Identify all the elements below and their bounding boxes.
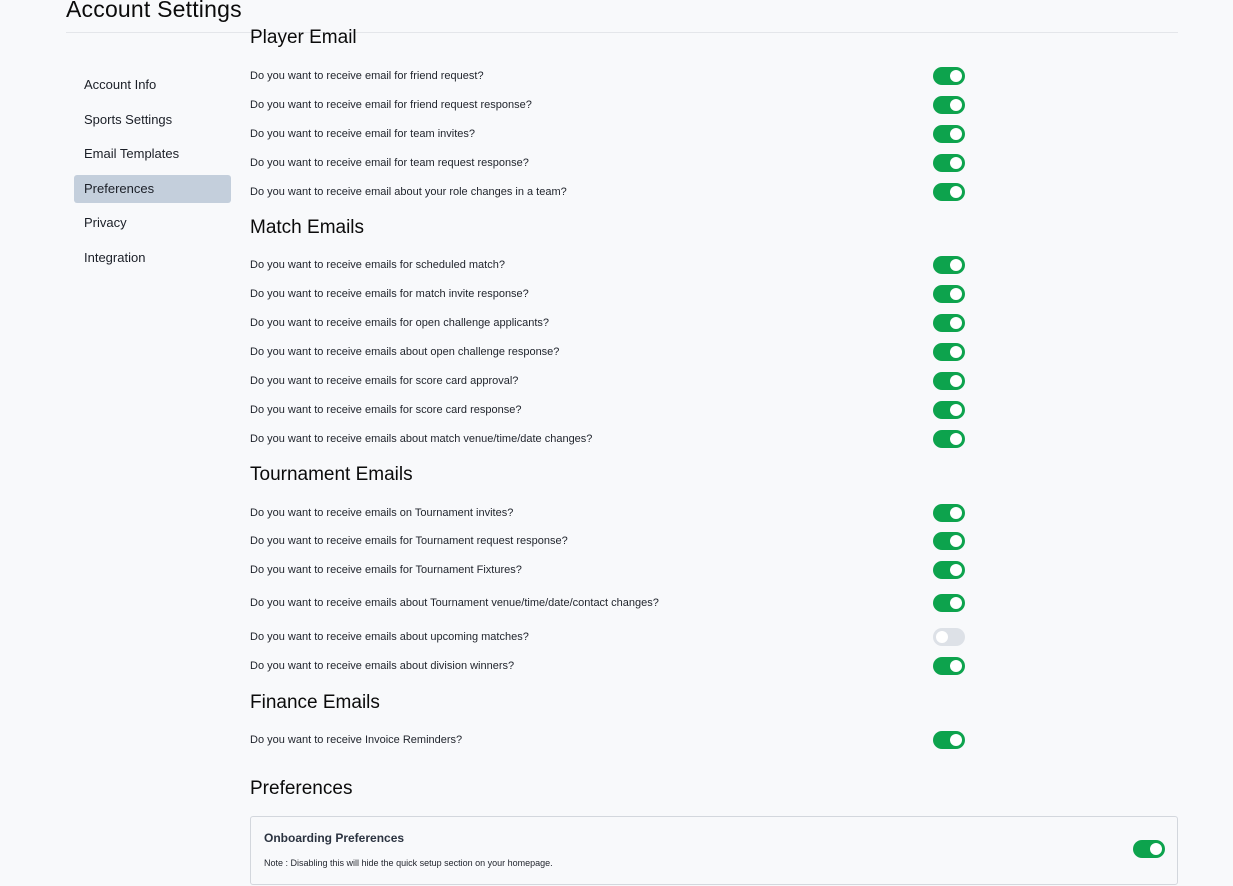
pref-label: Do you want to receive email for team request response? — [250, 156, 529, 169]
pref-row — [250, 498, 965, 527]
pref-row — [250, 337, 965, 366]
pref-toggle[interactable] — [933, 532, 965, 550]
onboarding-preferences-note: Note : Disabling this will hide the quick setup section on your homepage. — [264, 858, 553, 868]
pref-row — [250, 366, 965, 395]
pref-toggle[interactable] — [933, 154, 965, 172]
pref-label: Do you want to receive emails for score card response? — [250, 403, 522, 416]
pref-toggle[interactable] — [933, 657, 965, 675]
pref-toggle[interactable] — [933, 256, 965, 274]
toggle-knob — [950, 597, 962, 609]
pref-row — [250, 555, 965, 584]
pref-row — [250, 725, 965, 754]
toggle-knob — [950, 660, 962, 672]
toggle-knob — [950, 564, 962, 576]
pref-toggle[interactable] — [933, 504, 965, 522]
pref-row — [250, 424, 965, 453]
pref-row — [250, 250, 965, 279]
pref-label: Do you want to receive email for friend request response? — [250, 98, 532, 111]
pref-row — [250, 526, 965, 555]
pref-toggle[interactable] — [933, 401, 965, 419]
pref-toggle[interactable] — [933, 314, 965, 332]
toggle-knob — [950, 99, 962, 111]
pref-label: Do you want to receive emails for Tournament Fixtures? — [250, 563, 522, 576]
toggle-knob — [950, 259, 962, 271]
pref-row — [250, 90, 965, 119]
section-title-player-email: Player Email — [250, 27, 357, 48]
pref-row — [250, 395, 965, 424]
pref-label: Do you want to receive emails about open challenge response? — [250, 345, 560, 358]
onboarding-preferences-toggle[interactable] — [1133, 840, 1165, 858]
onboarding-preferences-title: Onboarding Preferences — [264, 831, 405, 845]
sidebar-item-integration[interactable]: Integration — [84, 249, 146, 265]
section-title-preferences: Preferences — [250, 778, 353, 799]
pref-toggle[interactable] — [933, 594, 965, 612]
pref-toggle[interactable] — [933, 183, 965, 201]
pref-row — [250, 622, 965, 651]
pref-label: Do you want to receive email about your role changes in a team? — [250, 185, 567, 198]
pref-label: Do you want to receive emails for score card approval? — [250, 374, 519, 387]
pref-toggle[interactable] — [933, 125, 965, 143]
pref-label: Do you want to receive emails for match invite response? — [250, 287, 529, 300]
pref-toggle[interactable] — [933, 430, 965, 448]
page-title: Account Settings — [66, 0, 242, 22]
title-divider — [66, 32, 1178, 33]
pref-label: Do you want to receive emails about Tournament venue/time/date/contact changes? — [250, 596, 659, 609]
onboarding-preferences-card — [250, 816, 1178, 885]
sidebar-item-preferences[interactable]: Preferences — [74, 175, 231, 203]
pref-label: Do you want to receive Invoice Reminders? — [250, 733, 463, 746]
pref-row — [250, 148, 965, 177]
pref-toggle[interactable] — [933, 67, 965, 85]
section-title-tournament-emails: Tournament Emails — [250, 464, 413, 485]
pref-label: Do you want to receive emails about division winners? — [250, 659, 515, 672]
pref-toggle[interactable] — [933, 96, 965, 114]
pref-toggle[interactable] — [933, 731, 965, 749]
pref-label: Do you want to receive emails for open challenge applicants? — [250, 316, 550, 329]
pref-toggle[interactable] — [933, 561, 965, 579]
pref-row — [250, 177, 965, 206]
pref-row — [250, 308, 965, 337]
pref-label: Do you want to receive emails on Tournament invites? — [250, 506, 514, 519]
toggle-knob — [950, 157, 962, 169]
toggle-knob — [936, 631, 948, 643]
pref-toggle[interactable] — [933, 628, 965, 646]
settings-sidebar — [74, 71, 231, 279]
pref-toggle[interactable] — [933, 372, 965, 390]
pref-label: Do you want to receive emails for Tournament request response? — [250, 534, 568, 547]
toggle-knob — [950, 375, 962, 387]
toggle-knob — [950, 734, 962, 746]
sidebar-item-privacy[interactable]: Privacy — [84, 215, 127, 231]
toggle-knob — [950, 535, 962, 547]
pref-row — [250, 588, 965, 617]
toggle-knob — [950, 507, 962, 519]
pref-row — [250, 279, 965, 308]
pref-label: Do you want to receive emails for scheduled match? — [250, 258, 505, 271]
section-title-match-emails: Match Emails — [250, 217, 365, 238]
pref-label: Do you want to receive email for team invites? — [250, 127, 475, 140]
toggle-knob — [950, 288, 962, 300]
toggle-knob — [950, 433, 962, 445]
toggle-knob — [950, 128, 962, 140]
pref-label: Do you want to receive emails about match venue/time/date changes? — [250, 432, 593, 445]
toggle-knob — [950, 346, 962, 358]
pref-label: Do you want to receive email for friend request? — [250, 69, 484, 82]
section-title-finance-emails: Finance Emails — [250, 692, 380, 713]
toggle-knob — [950, 186, 962, 198]
pref-toggle[interactable] — [933, 285, 965, 303]
toggle-knob — [950, 404, 962, 416]
pref-toggle[interactable] — [933, 343, 965, 361]
toggle-knob — [950, 317, 962, 329]
sidebar-item-account-info[interactable]: Account Info — [84, 77, 157, 92]
sidebar-item-sports-settings[interactable]: Sports Settings — [84, 111, 173, 127]
pref-label: Do you want to receive emails about upcoming matches? — [250, 630, 529, 643]
pref-row — [250, 119, 965, 148]
toggle-knob — [1150, 843, 1162, 855]
pref-row — [250, 61, 965, 90]
toggle-knob — [950, 70, 962, 82]
sidebar-item-email-templates[interactable]: Email Templates — [84, 146, 180, 162]
pref-row — [250, 651, 965, 680]
